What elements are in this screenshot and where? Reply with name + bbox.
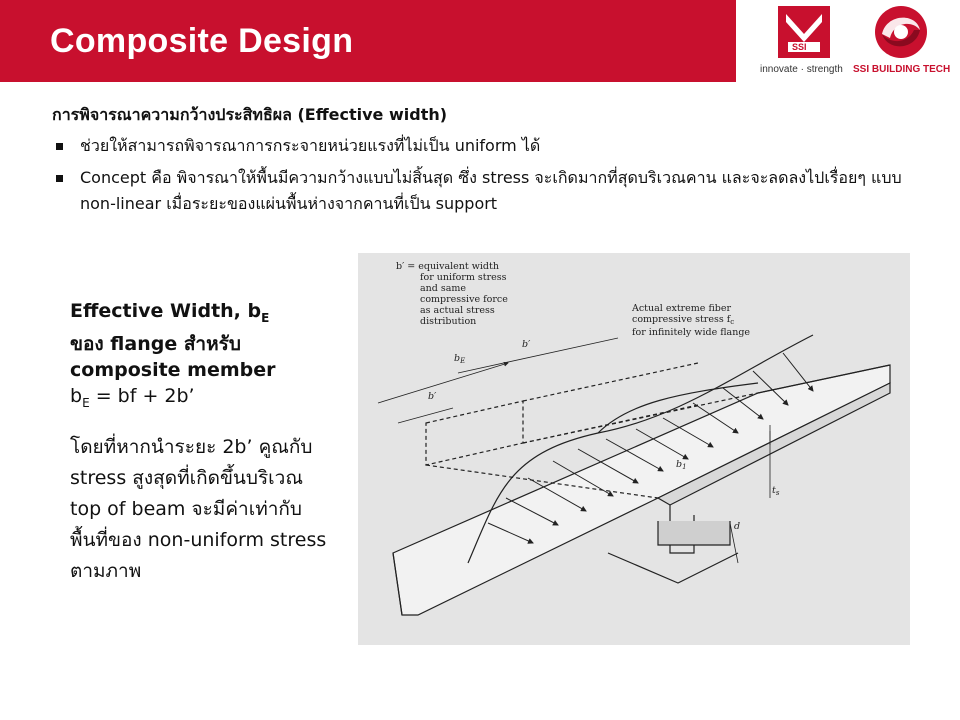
swirl-logo-icon xyxy=(868,4,934,60)
bprime-top-label: b′ xyxy=(522,339,531,350)
flange-line: ของ flange สำหรับ xyxy=(70,332,241,355)
svg-text:for uniform stress: for uniform stress xyxy=(420,272,507,283)
header-banner xyxy=(0,0,736,82)
section-heading: การพิจารณาความกว้างประสิทธิผล (Effective width) xyxy=(52,105,448,124)
ts-label: $t_s$ xyxy=(772,485,780,497)
svg-text:compressive force: compressive force xyxy=(420,294,508,305)
b1-label: $b_1$ xyxy=(676,459,687,471)
figure-callout xyxy=(631,303,750,338)
svg-text:for infinitely wide flange: for infinitely wide flange xyxy=(632,327,751,338)
effective-width-title: Effective Width, $b_E$ xyxy=(70,300,270,325)
figure-legend xyxy=(396,261,508,327)
company-name: SSI BUILDING TECH xyxy=(853,64,951,75)
bullet-list xyxy=(52,133,932,223)
effective-width-block xyxy=(70,298,340,416)
page-title: Composite Design xyxy=(50,22,354,60)
bullet-item: ช่วยให้สามารถพิจารณาการกระจายหน่วยแรงที่ไม่เป็น uniform ได้ xyxy=(52,133,932,159)
description-text: โดยที่หากนำระยะ 2b’ คูณกับ stress สูงสุดที่เกิดขึ้นบริเวณ top of beam จะมีค่าเท่ากับพื้นที่ของ non-uniform stress ตามภาพ xyxy=(70,436,327,582)
svg-text:b′ = equivalent width: b′ = equivalent width xyxy=(396,261,499,272)
svg-text:as actual stress: as actual stress xyxy=(420,305,495,316)
d-label: d xyxy=(734,521,741,532)
ssi-logo-text: SSI xyxy=(792,42,807,52)
effective-width-figure xyxy=(358,253,910,645)
bprime-left-label: b′ xyxy=(428,391,437,402)
composite-line: composite member xyxy=(70,358,276,381)
bullet-icon xyxy=(56,175,63,182)
svg-text:compressive stress fc: compressive stress $f_c$ xyxy=(632,314,735,326)
svg-text:distribution: distribution xyxy=(420,316,477,327)
svg-text:and same: and same xyxy=(420,283,467,294)
bullet-item: Concept คือ พิจารณาให้พื้นมีความกว้างแบบไม่สิ้นสุด ซึ่ง stress จะเกิดมากที่สุดบริเวณคาน และจะลดลงไปเรื่อยๆ แบบ non-linear เมื่อระยะของแผ่นพื้นห่างจากคานที่เป็น support xyxy=(52,165,932,217)
bullet-icon xyxy=(56,143,63,150)
tagline: innovate · strength xyxy=(760,64,843,75)
bE-label: $b_E$ xyxy=(454,353,466,365)
svg-text:Actual extreme fiber: Actual extreme fiber xyxy=(632,303,732,314)
formula: $b_E$ = bf + 2b’ xyxy=(70,384,195,410)
composite-beam-diagram xyxy=(358,253,910,645)
